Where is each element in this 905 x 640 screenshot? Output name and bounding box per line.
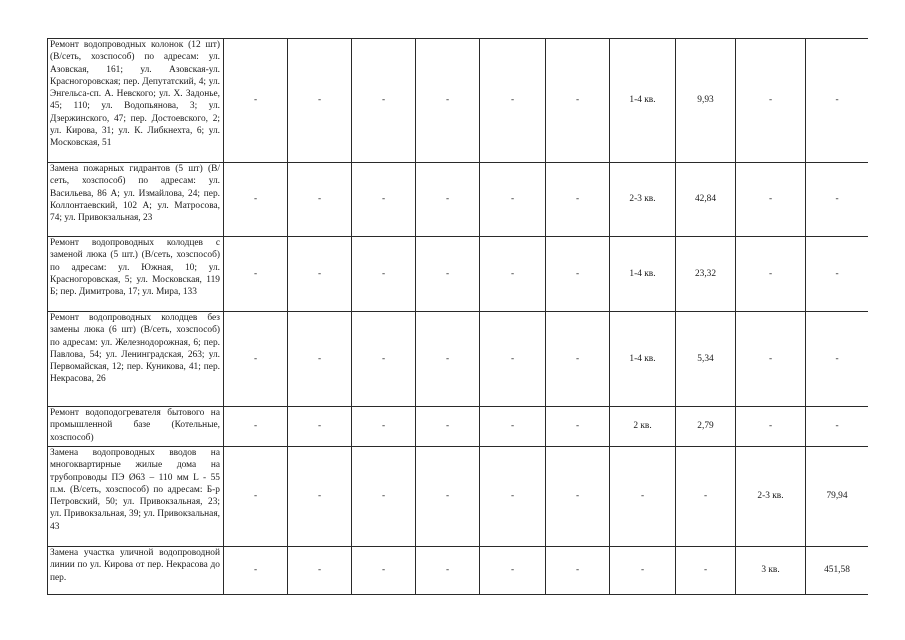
amount-cell: 23,32: [676, 237, 736, 312]
table-cell: -: [224, 39, 288, 163]
table-cell: -: [352, 547, 416, 595]
work-description: Ремонт водопроводных колонок (12 шт) (В/сеть, хозспособ) по адресам: ул. Азовская, 161; ул. Азовская-ул. Красногоровская; пер. Депутатский, 4; ул. Энгельса-сп. А. Невского; ул. Х. Задонье, 45; 110; ул. Водопьянова, 3; ул. Дзержинского, 47; пер. Достоевского, 2; ул. Кирова, 31; ул. К. Либкнехта, 6; ул. Московская, 51: [48, 39, 224, 163]
period-cell: 2-3 кв.: [736, 447, 806, 547]
works-table: [47, 38, 868, 595]
table-cell: -: [288, 237, 352, 312]
table-cell: -: [352, 407, 416, 447]
amount-cell: 9,93: [676, 39, 736, 163]
table-cell: -: [416, 312, 480, 407]
table-cell: -: [288, 547, 352, 595]
table-cell: -: [416, 237, 480, 312]
table-row: [48, 163, 869, 237]
table-row: [48, 312, 869, 407]
amount-cell: 5,34: [676, 312, 736, 407]
period-cell: 1-4 кв.: [610, 312, 676, 407]
table-cell: -: [288, 312, 352, 407]
amount-cell: 2,79: [676, 407, 736, 447]
table-row: [48, 39, 869, 163]
table-cell: -: [288, 447, 352, 547]
table-cell: -: [224, 407, 288, 447]
table-cell: -: [610, 447, 676, 547]
table-cell: -: [480, 312, 546, 407]
table-cell: -: [224, 312, 288, 407]
period-cell: 2 кв.: [610, 407, 676, 447]
table-cell: -: [352, 312, 416, 407]
table-cell: -: [416, 163, 480, 237]
table-cell: -: [352, 237, 416, 312]
table-cell: -: [546, 312, 610, 407]
table-cell: -: [288, 163, 352, 237]
table-cell: -: [416, 447, 480, 547]
period-cell: 1-4 кв.: [610, 39, 676, 163]
table-cell: -: [546, 407, 610, 447]
table-cell: -: [224, 237, 288, 312]
table-cell: -: [352, 39, 416, 163]
table-cell: -: [288, 407, 352, 447]
amount-cell: 451,58: [806, 547, 869, 595]
table-cell: -: [480, 163, 546, 237]
table-cell: -: [224, 547, 288, 595]
table-cell: -: [224, 447, 288, 547]
table-cell: -: [480, 407, 546, 447]
work-description: Ремонт водоподогревателя бытового на промышленной базе (Котельные, хозспособ): [48, 407, 224, 447]
period-cell: 2-3 кв.: [610, 163, 676, 237]
work-description: Ремонт водопроводных колодцев с заменой люка (5 шт.) (В/сеть, хозспособ) по адресам: ул. Южная, 10; ул. Красногоровская, 5; ул. Московская, 119 Б; пер. Димитрова, 17; ул. Мира, 133: [48, 237, 224, 312]
table-cell: -: [736, 163, 806, 237]
amount-cell: 79,94: [806, 447, 869, 547]
table-cell: -: [480, 447, 546, 547]
table-cell: -: [736, 407, 806, 447]
table-row: [48, 447, 869, 547]
table-cell: -: [806, 39, 869, 163]
table-cell: -: [416, 547, 480, 595]
table-cell: -: [676, 547, 736, 595]
work-description: Замена водопроводных вводов на многоквартирные жилые дома на трубопроводы ПЭ Ø63 – 110 мм L - 55 п.м. (В/сеть, хозспособ) по адресам: Б-р Петровский, 50; ул. Привокзальная, 23; ул. Привокзальная, 39; ул. Привокзальная, 43: [48, 447, 224, 547]
table-cell: -: [806, 312, 869, 407]
table-cell: -: [546, 163, 610, 237]
table-cell: -: [546, 447, 610, 547]
table-row: [48, 407, 869, 447]
table-cell: -: [736, 39, 806, 163]
table-cell: -: [224, 163, 288, 237]
table-cell: -: [736, 312, 806, 407]
table-cell: -: [480, 547, 546, 595]
table-cell: -: [288, 39, 352, 163]
document-page: [47, 38, 868, 598]
table-row: [48, 237, 869, 312]
table-cell: -: [676, 447, 736, 547]
table-row: [48, 547, 869, 595]
work-description: Замена участка уличной водопроводной линии по ул. Кирова от пер. Некрасова до пер.: [48, 547, 224, 595]
amount-cell: 42,84: [676, 163, 736, 237]
table-cell: -: [806, 237, 869, 312]
table-cell: -: [736, 237, 806, 312]
table-cell: -: [480, 39, 546, 163]
period-cell: 3 кв.: [736, 547, 806, 595]
table-cell: -: [610, 547, 676, 595]
table-cell: -: [480, 237, 546, 312]
table-cell: -: [416, 407, 480, 447]
table-cell: -: [352, 163, 416, 237]
table-cell: -: [416, 39, 480, 163]
period-cell: 1-4 кв.: [610, 237, 676, 312]
table-cell: -: [806, 163, 869, 237]
work-description: Замена пожарных гидрантов (5 шт) (В/сеть, хозспособ) по адресам: ул. Васильева, 86 А; ул. Измайлова, 24; пер. Коллонтаевский, 102 А; ул. Матросова, 74; ул. Привокзальная, 23: [48, 163, 224, 237]
table-cell: -: [546, 237, 610, 312]
table-cell: -: [352, 447, 416, 547]
work-description: Ремонт водопроводных колодцев без замены люка (6 шт) (В/сеть, хозспособ) по адресам: ул. Железнодорожная, 6; пер. Павлова, 54; ул. Ленинградская, 263; ул. Первомайская, 12; пер. Куникова, 41; пер. Некрасова, 26: [48, 312, 224, 407]
table-cell: -: [546, 547, 610, 595]
table-cell: -: [806, 407, 869, 447]
table-cell: -: [546, 39, 610, 163]
